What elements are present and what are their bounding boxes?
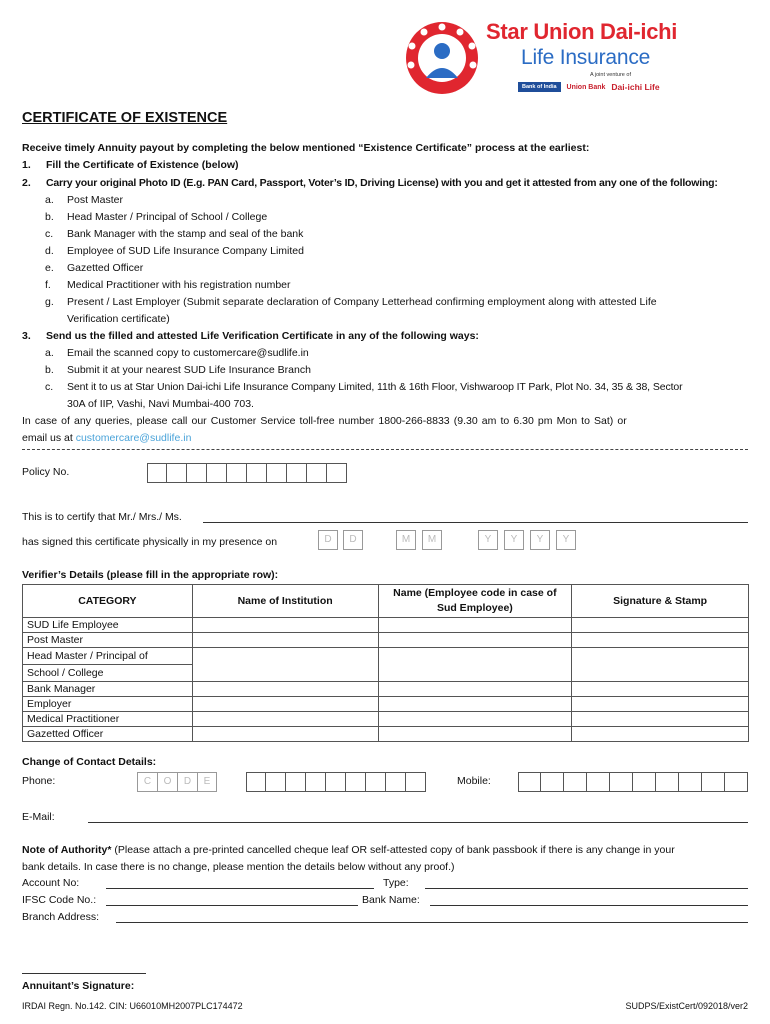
step1-text: Fill the Certificate of Existence (below): [46, 159, 239, 171]
verifier-table: [22, 584, 749, 742]
category-cell: Employer: [23, 697, 193, 712]
authority-note-text: (Please attach a pre-printed cancelled cheque leaf OR self-attested copy of bank passbook if there is any change in your: [111, 844, 675, 856]
policy-digit-box[interactable]: [267, 463, 287, 483]
column-header: Signature & Stamp: [572, 585, 749, 618]
column-header: Name of Institution: [192, 585, 378, 618]
category-cell: Medical Practitioner: [23, 712, 193, 727]
category-cell-continuation: School / College: [23, 665, 193, 682]
queries-text: In case of any queries, please call our Customer Service toll-free number 1800-266-8833 (9.30 am to 6.30 pm Mon to Sat) or: [22, 415, 627, 427]
account-label: Account No:: [22, 877, 80, 889]
list-item-letter: f.: [45, 279, 51, 291]
policy-digit-box[interactable]: [167, 463, 187, 483]
partner-bank-of-india: Bank of India: [518, 82, 561, 92]
phone-label: Phone:: [22, 775, 56, 787]
list-item-continuation: Verification certificate): [67, 313, 170, 325]
step2-number: 2.: [22, 177, 31, 189]
policy-number-input[interactable]: [147, 463, 347, 483]
policy-digit-box[interactable]: [227, 463, 247, 483]
phone-digit-box[interactable]: [406, 772, 426, 792]
page-title: CERTIFICATE OF EXISTENCE: [22, 110, 228, 126]
date-year-box[interactable]: Y: [478, 530, 498, 550]
signed-label: has signed this certificate physically in my presence on: [22, 536, 278, 548]
list-item: Post Master: [67, 194, 124, 206]
name-cell[interactable]: [378, 633, 572, 648]
type-label: Type:: [383, 877, 409, 889]
footer-registration: IRDAI Regn. No.142. CIN: U66010MH2007PLC174472: [22, 1001, 243, 1011]
table-row: [23, 633, 749, 648]
table-row: [23, 697, 749, 712]
authority-note-text-2: bank details. In case there is no change, please mention the details below without any proof.): [22, 861, 455, 873]
signature-cell[interactable]: [572, 618, 749, 633]
step1-number: 1.: [22, 159, 31, 171]
phone-digit-box[interactable]: [286, 772, 306, 792]
policy-digit-box[interactable]: [147, 463, 167, 483]
list-item-letter: d.: [45, 245, 54, 257]
list-item-letter: g.: [45, 296, 54, 308]
table-row: [23, 727, 749, 742]
signature-cell[interactable]: [572, 682, 749, 697]
phone-digit-box[interactable]: [246, 772, 266, 792]
partner-logos: [518, 80, 660, 94]
phone-digit-box[interactable]: [306, 772, 326, 792]
std-code-box[interactable]: C: [137, 772, 157, 792]
bank-name-label: Bank Name:: [362, 894, 420, 906]
date-year-box[interactable]: Y: [504, 530, 524, 550]
mobile-digit-box[interactable]: [564, 772, 587, 792]
intro-text: Receive timely Annuity payout by completing the below mentioned “Existence Certificate” process at the earliest:: [22, 142, 590, 154]
table-row: [23, 648, 749, 665]
list-item-continuation: 30A of IIP, Vashi, Navi Mumbai-400 703.: [67, 398, 254, 410]
phone-digit-box[interactable]: [326, 772, 346, 792]
table-row: [23, 618, 749, 633]
account-type-field[interactable]: [425, 888, 748, 889]
list-item: Present / Last Employer (Submit separate declaration of Company Letterhead confirming employment along with attested Life: [67, 296, 657, 308]
institution-cell[interactable]: [192, 727, 378, 742]
mobile-digit-box[interactable]: [587, 772, 610, 792]
name-cell[interactable]: [378, 618, 572, 633]
list-item-letter: c.: [45, 381, 54, 393]
phone-digit-box[interactable]: [366, 772, 386, 792]
annuitant-name-field[interactable]: [203, 522, 748, 523]
name-cell[interactable]: [378, 712, 572, 727]
list-item-letter: b.: [45, 211, 54, 223]
policy-digit-box[interactable]: [247, 463, 267, 483]
joint-venture-note: A joint venture of: [590, 72, 631, 78]
footer-doc-code: SUDPS/ExistCert/092018/ver2: [625, 1001, 748, 1011]
category-cell: SUD Life Employee: [23, 618, 193, 633]
step2-text: Carry your original Photo ID (E.g. PAN Card, Passport, Voter’s ID, Driving License) with you and get it attested from any one of the following:: [46, 177, 718, 189]
phone-digit-box[interactable]: [386, 772, 406, 792]
signature-cell[interactable]: [572, 727, 749, 742]
column-header: Name (Employee code in case of Sud Employee): [378, 585, 572, 618]
email-label: E-Mail:: [22, 811, 55, 823]
institution-cell[interactable]: [192, 618, 378, 633]
table-header-row: [23, 585, 749, 618]
institution-cell[interactable]: [192, 682, 378, 697]
authority-note-title: Note of Authority*: [22, 844, 112, 856]
date-month-box[interactable]: M: [422, 530, 442, 550]
list-item-letter: e.: [45, 262, 54, 274]
std-code-box[interactable]: O: [157, 772, 177, 792]
branch-address-field[interactable]: [116, 922, 748, 923]
mobile-digit-box[interactable]: [610, 772, 633, 792]
mobile-digit-box[interactable]: [541, 772, 564, 792]
date-year-box[interactable]: Y: [556, 530, 576, 550]
list-item-letter: a.: [45, 347, 54, 359]
list-item: Gazetted Officer: [67, 262, 144, 274]
list-item-letter: b.: [45, 364, 54, 376]
phone-digit-box[interactable]: [346, 772, 366, 792]
name-cell[interactable]: [378, 697, 572, 712]
list-item: Sent it to us at Star Union Dai-ichi Life Insurance Company Limited, 11th & 16th Floor, Vishwaroop IT Park, Plot No. 34, 35 & 38, Sector: [67, 381, 683, 393]
list-item: Email the scanned copy to customercare@sudlife.in: [67, 347, 309, 359]
bank-name-field[interactable]: [430, 905, 748, 906]
verifier-heading: Verifier’s Details (please fill in the appropriate row):: [22, 569, 279, 581]
date-year-box[interactable]: Y: [530, 530, 550, 550]
category-cell: Post Master: [23, 633, 193, 648]
signature-cell[interactable]: [572, 712, 749, 727]
std-code-box[interactable]: E: [197, 772, 217, 792]
table-row: [23, 712, 749, 727]
signature-label: Annuitant’s Signature:: [22, 980, 135, 992]
institution-cell[interactable]: [192, 648, 378, 682]
column-header: CATEGORY: [23, 585, 193, 618]
category-cell: Head Master / Principal of: [23, 648, 193, 665]
mobile-number-input[interactable]: [518, 772, 748, 792]
mobile-label: Mobile:: [457, 775, 491, 787]
category-cell: Gazetted Officer: [23, 727, 193, 742]
institution-cell[interactable]: [192, 633, 378, 648]
name-cell[interactable]: [378, 727, 572, 742]
signature-cell[interactable]: [572, 697, 749, 712]
logo-emblem-icon: [402, 18, 482, 98]
list-item: Employee of SUD Life Insurance Company Limited: [67, 245, 304, 257]
institution-cell[interactable]: [192, 712, 378, 727]
policy-digit-box[interactable]: [207, 463, 227, 483]
phone-digit-box[interactable]: [266, 772, 286, 792]
step3-number: 3.: [22, 330, 31, 342]
list-item: Head Master / Principal of School / College: [67, 211, 268, 223]
contact-heading: Change of Contact Details:: [22, 756, 157, 768]
authority-note: [22, 842, 750, 859]
list-item: Medical Practitioner with his registration number: [67, 279, 291, 291]
mobile-digit-box[interactable]: [656, 772, 679, 792]
institution-cell[interactable]: [192, 697, 378, 712]
phone-number-input[interactable]: [246, 772, 426, 792]
cut-line-divider: [22, 449, 748, 450]
signature-cell[interactable]: [572, 648, 749, 682]
policy-digit-box[interactable]: [327, 463, 347, 483]
signature-field[interactable]: [22, 973, 146, 974]
queries-email-line: [22, 430, 750, 447]
account-number-field[interactable]: [106, 888, 374, 889]
partner-daiichi: Dai-ichi Life: [611, 82, 660, 92]
branch-label: Branch Address:: [22, 911, 100, 923]
std-code-box[interactable]: D: [177, 772, 197, 792]
queries-email-prefix: email us at: [22, 432, 76, 444]
date-day-box[interactable]: D: [318, 530, 338, 550]
mobile-digit-box[interactable]: [702, 772, 725, 792]
mobile-digit-box[interactable]: [633, 772, 656, 792]
step3-text: Send us the filled and attested Life Verification Certificate in any of the following ways:: [46, 330, 479, 342]
partner-union-bank: Union Bank: [566, 83, 606, 91]
mobile-digit-box[interactable]: [725, 772, 748, 792]
brand-name: Star Union Dai-ichi: [486, 19, 678, 44]
email-field[interactable]: [88, 822, 748, 823]
certify-label: This is to certify that Mr./ Mrs./ Ms.: [22, 511, 182, 523]
signature-cell[interactable]: [572, 633, 749, 648]
customercare-email-link[interactable]: customercare@sudlife.in: [75, 432, 192, 444]
list-item-letter: a.: [45, 194, 54, 206]
list-item: Bank Manager with the stamp and seal of the bank: [67, 228, 304, 240]
name-cell[interactable]: [378, 648, 572, 682]
policy-digit-box[interactable]: [307, 463, 327, 483]
brand-subtitle: Life Insurance: [521, 46, 651, 69]
name-cell[interactable]: [378, 682, 572, 697]
list-item-letter: c.: [45, 228, 54, 240]
policy-label: Policy No.: [22, 466, 70, 478]
table-row: [23, 682, 749, 697]
category-cell: Bank Manager: [23, 682, 193, 697]
ifsc-field[interactable]: [106, 905, 358, 906]
mobile-digit-box[interactable]: [518, 772, 541, 792]
policy-digit-box[interactable]: [287, 463, 307, 483]
mobile-digit-box[interactable]: [679, 772, 702, 792]
ifsc-label: IFSC Code No.:: [22, 894, 97, 906]
policy-digit-box[interactable]: [187, 463, 207, 483]
date-day-box[interactable]: D: [343, 530, 363, 550]
list-item: Submit it at your nearest SUD Life Insurance Branch: [67, 364, 311, 376]
date-month-box[interactable]: M: [396, 530, 416, 550]
